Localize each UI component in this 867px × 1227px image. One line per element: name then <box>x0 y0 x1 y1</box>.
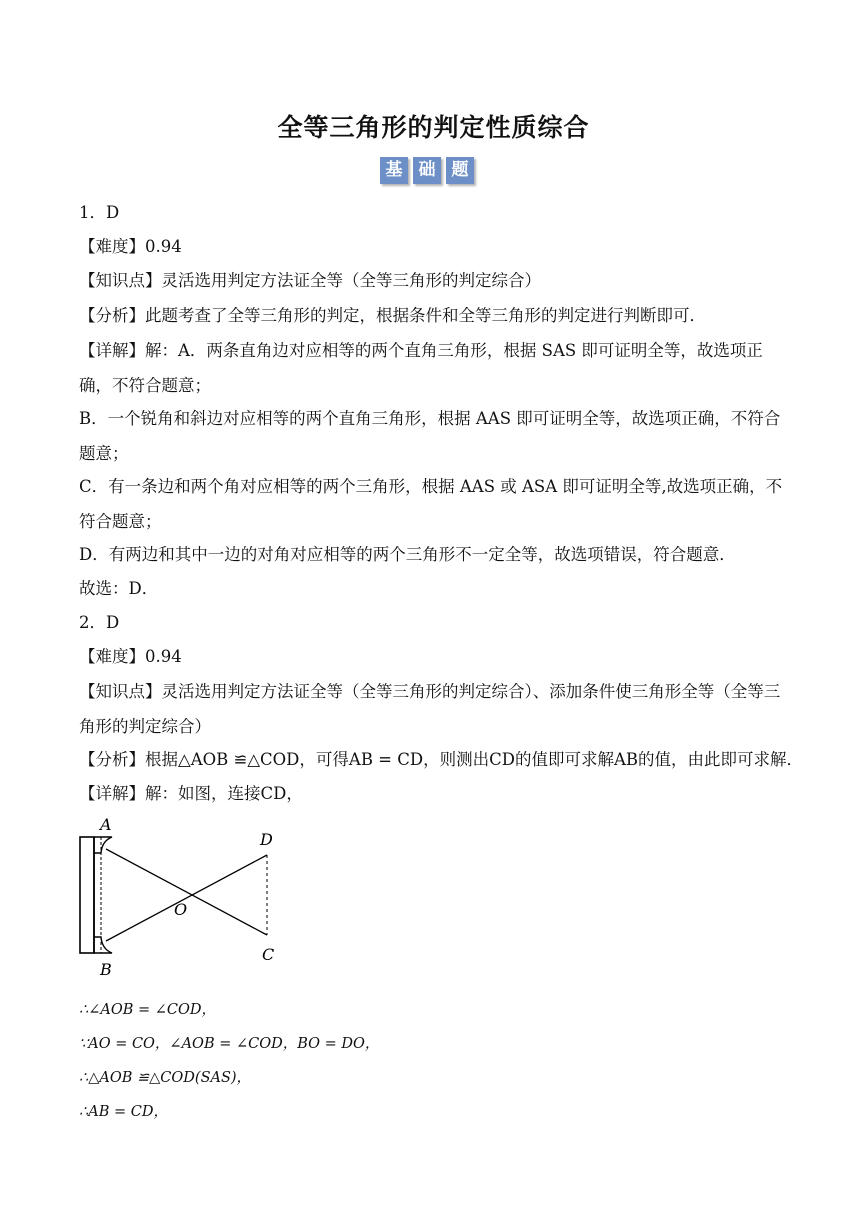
q2-heading: 2．D <box>79 613 120 632</box>
q2-knowledge: 【知识点】灵活选用判定方法证全等（全等三角形的判定综合）、添加条件使三角形全等（全等三角形的判定综合） <box>79 682 781 736</box>
section-badge: 基 <box>380 157 408 184</box>
label-b: B <box>100 960 112 979</box>
q1-difficulty: 【难度】0.94 <box>79 237 182 256</box>
q2-difficulty: 【难度】0.94 <box>79 647 182 666</box>
label-c: C <box>262 945 275 964</box>
label-a: A <box>100 815 112 834</box>
wall-frame <box>80 837 94 953</box>
q2-step: ∴△AOB ≌△COD(SAS)， <box>79 1070 252 1086</box>
q2-step: ∴∠AOB = ∠COD， <box>79 1002 217 1018</box>
q1-conclusion: 故选：D． <box>79 579 159 598</box>
line-ac <box>106 849 267 935</box>
q1-detail-c: C．有一条边和两个角对应相等的两个三角形，根据 AAS 或 ASA 即可证明全等,故选项正确，不符合题意； <box>79 477 783 531</box>
q2-step: ∵AO = CO，∠AOB = ∠COD，BO = DO， <box>79 1036 380 1052</box>
q1-detail-a: 【详解】解：A．两条直角边对应相等的两个直角三角形，根据 SAS 即可证明全等，故选项正确，不符合题意； <box>79 341 763 395</box>
q2-step: ∴AB = CD， <box>79 1104 168 1120</box>
section-badge: 题 <box>446 157 474 184</box>
q1-detail-b: B．一个锐角和斜边对应相等的两个直角三角形，根据 AAS 即可证明全等，故选项正确，不符合题意； <box>79 409 781 463</box>
q1-analysis: 【分析】此题考查了全等三角形的判定，根据条件和全等三角形的判定进行判断即可． <box>79 306 706 325</box>
section-badges <box>380 157 474 184</box>
line-bd <box>106 855 267 941</box>
label-o: O <box>174 900 188 919</box>
section-badge: 础 <box>413 157 441 184</box>
q1-detail-d: D．有两边和其中一边的对角对应相等的两个三角形不一定全等，故选项错误，符合题意． <box>79 545 736 564</box>
q2-detail: 【详解】解：如图，连接CD， <box>79 784 303 803</box>
q1-heading: 1．D <box>79 203 120 222</box>
geometry-figure <box>76 815 291 980</box>
q1-knowledge: 【知识点】灵活选用判定方法证全等（全等三角形的判定综合） <box>79 271 541 290</box>
q2-analysis: 【分析】根据△AOB ≌△COD，可得AB = CD，则测出CD的值即可求解AB的值，由此即可求解． <box>79 750 804 769</box>
label-d: D <box>260 830 273 849</box>
page-title: 全等三角形的判定性质综合 <box>277 113 590 142</box>
